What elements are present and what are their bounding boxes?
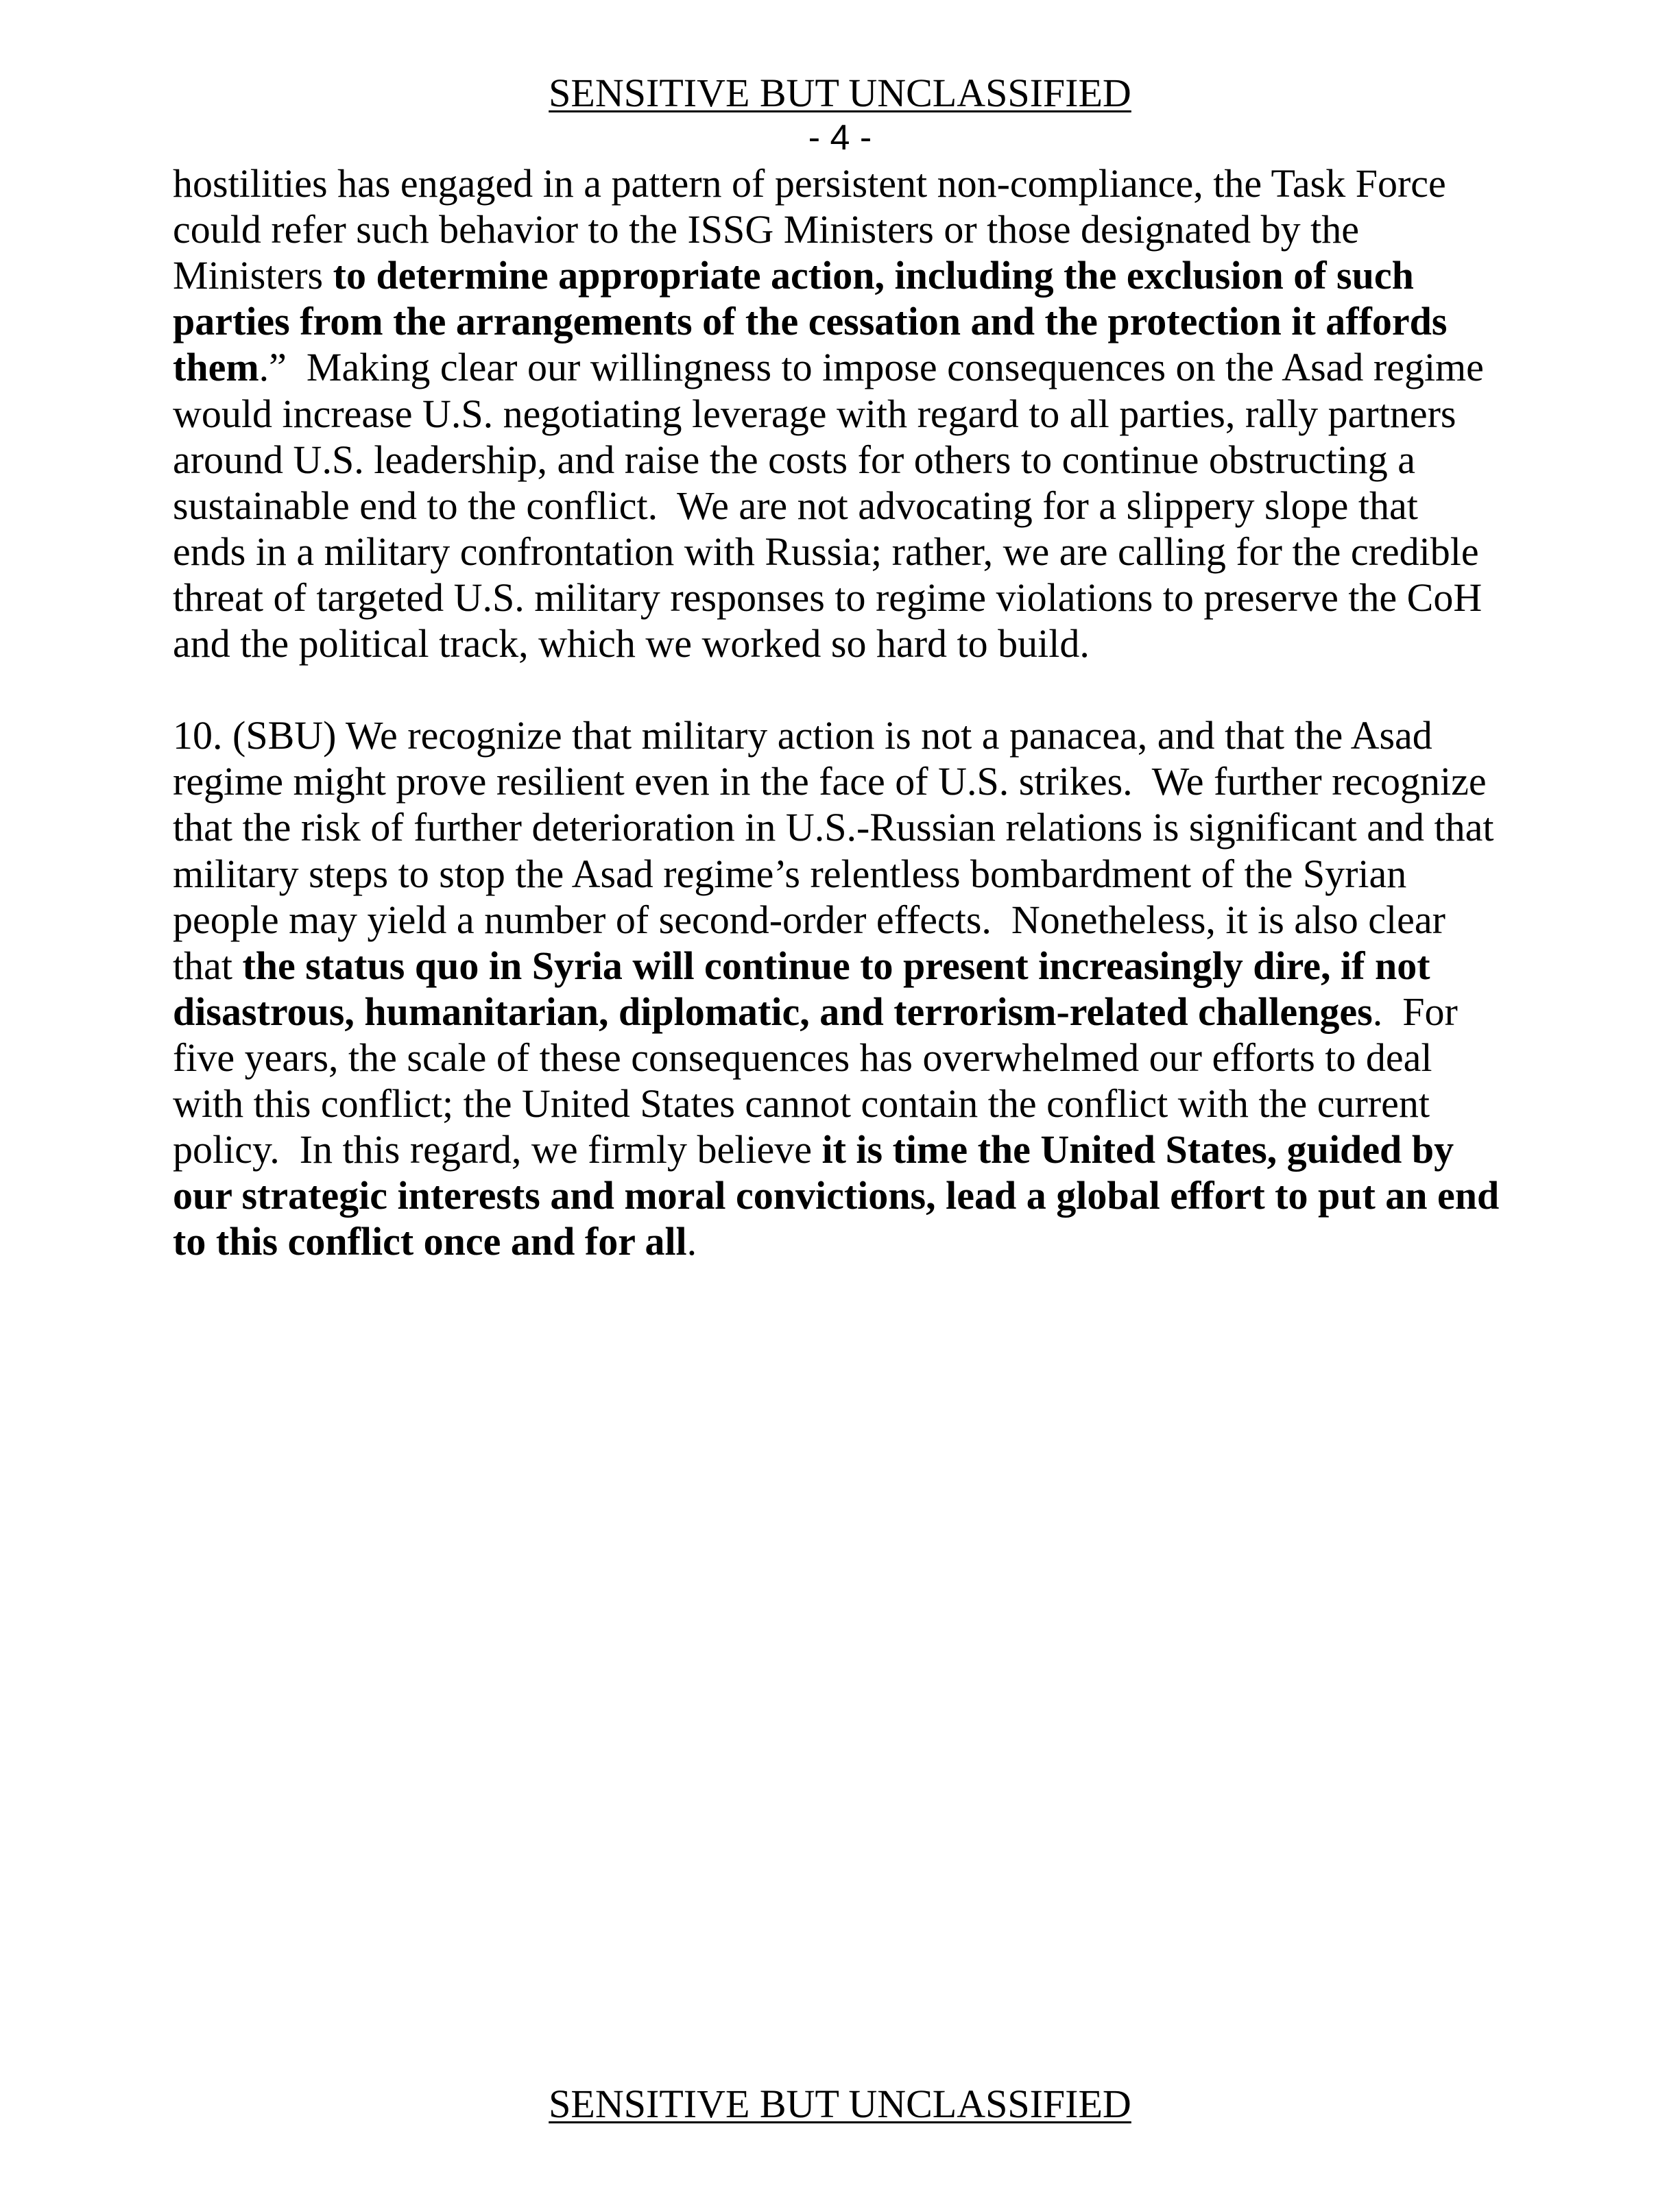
bold-text-segment: them xyxy=(173,345,259,389)
header-classification-text: SENSITIVE BUT UNCLASSIFIED xyxy=(549,71,1131,115)
footer-classification-text: SENSITIVE BUT UNCLASSIFIED xyxy=(549,2082,1131,2126)
text-segment: ends in a military confrontation with Russia; rather, we are calling for the credible xyxy=(173,529,1479,574)
text-segment: . For xyxy=(1372,989,1458,1034)
bold-text-segment: to determine appropriate action, including the exclusion of such xyxy=(333,253,1414,298)
text-line xyxy=(173,437,1415,483)
text-segment: that xyxy=(173,943,243,988)
text-line xyxy=(173,1081,1430,1126)
text-segment: threat of targeted U.S. military responses to regime violations to preserve the CoH xyxy=(173,575,1483,620)
text-line xyxy=(173,804,1493,850)
text-segment: sustainable end to the conflict. We are not advocating for a slippery slope that xyxy=(173,483,1418,528)
text-line xyxy=(173,483,1418,529)
text-segment: policy. In this regard, we firmly believe xyxy=(173,1127,822,1172)
text-line xyxy=(173,206,1359,252)
text-line xyxy=(173,943,1430,989)
text-line xyxy=(173,851,1406,897)
text-segment: regime might prove resilient even in the face of U.S. strikes. We further recognize xyxy=(173,759,1487,804)
text-segment: hostilities has engaged in a pattern of persistent non-compliance, the Task Force xyxy=(173,161,1446,206)
text-line xyxy=(173,298,1447,344)
header-classification-marking xyxy=(0,70,1680,116)
text-segment: people may yield a number of second-order effects. Nonetheless, it is also clear xyxy=(173,897,1445,942)
text-line xyxy=(173,160,1446,206)
text-segment: . xyxy=(686,1219,697,1264)
text-segment: with this conflict; the United States cannot contain the conflict with the current xyxy=(173,1081,1430,1126)
page-number: - 4 - xyxy=(808,118,872,158)
text-line xyxy=(173,252,1414,298)
text-line xyxy=(173,1035,1432,1081)
text-line xyxy=(173,989,1458,1035)
text-line xyxy=(173,391,1456,437)
text-segment: would increase U.S. negotiating leverage with regard to all parties, rally partners xyxy=(173,391,1456,436)
bold-text-segment: disastrous, humanitarian, diplomatic, and terrorism-related challenges xyxy=(173,989,1373,1034)
text-line xyxy=(173,344,1484,390)
bold-text-segment: the status quo in Syria will continue to present increasingly dire, if not xyxy=(242,943,1430,988)
text-line xyxy=(173,1218,697,1264)
text-segment: .” Making clear our willingness to impose consequences on the Asad regime xyxy=(259,345,1484,389)
footer-classification-marking xyxy=(0,2081,1680,2127)
text-line xyxy=(173,758,1487,804)
text-line xyxy=(173,620,1090,666)
text-segment: and the political track, which we worked so hard to build. xyxy=(173,621,1090,666)
text-segment: could refer such behavior to the ISSG Ministers or those designated by the xyxy=(173,207,1359,252)
text-line xyxy=(173,897,1445,943)
text-line xyxy=(173,1126,1454,1172)
text-segment: Ministers xyxy=(173,253,333,298)
text-segment: 10. (SBU) We recognize that military action is not a panacea, and that the Asad xyxy=(173,713,1432,758)
bold-text-segment: parties from the arrangements of the cessation and the protection it affords xyxy=(173,299,1448,343)
text-line xyxy=(173,712,1432,758)
text-line xyxy=(173,575,1482,620)
text-line xyxy=(173,529,1479,575)
bold-text-segment: it is time the United States, guided by xyxy=(821,1127,1454,1172)
bold-text-segment: to this conflict once and for all xyxy=(173,1219,687,1264)
text-segment: five years, the scale of these consequences has overwhelmed our efforts to deal xyxy=(173,1035,1432,1080)
bold-text-segment: our strategic interests and moral convictions, lead a global effort to put an end xyxy=(173,1173,1500,1218)
text-segment: military steps to stop the Asad regime’s relentless bombardment of the Syrian xyxy=(173,852,1407,896)
text-segment: that the risk of further deterioration in U.S.-Russian relations is significant and that xyxy=(173,805,1494,849)
text-line xyxy=(173,1172,1499,1218)
text-segment: around U.S. leadership, and raise the costs for others to continue obstructing a xyxy=(173,437,1416,482)
